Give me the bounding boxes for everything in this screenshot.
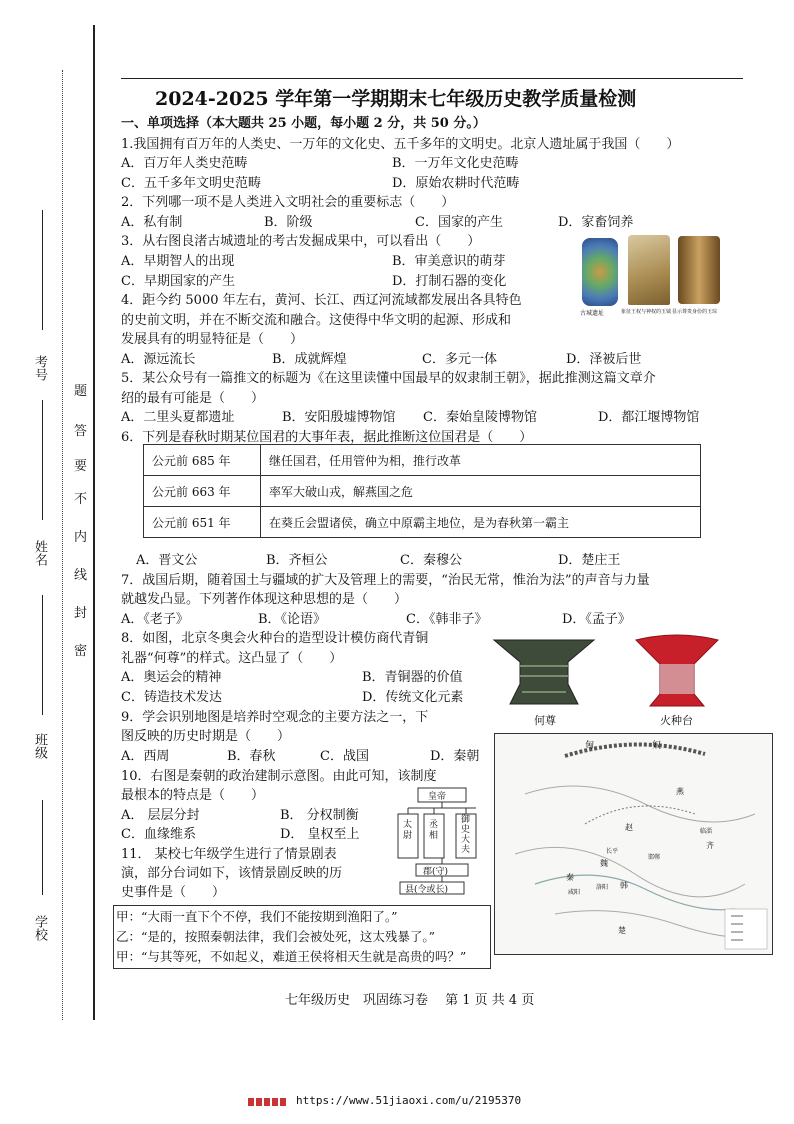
q7-line1: 7．战国后期，随着国土与疆域的扩大及管理上的需要，“治民无常，惟治为法”的声音与力量 [121,573,650,588]
q4-option-a: A．源远流长 [121,352,196,367]
q6-option-c: C．秦穆公 [400,553,462,568]
q1-option-c: C．五千多年文明史范畴 [121,176,261,191]
q4-option-b: B．成就辉煌 [272,352,347,367]
map-label: 韩 [620,881,628,890]
q9-line2: 图反映的历史时期是（ ） [121,729,291,744]
table-row [144,476,701,507]
q7-option-b: B．《论语》 [258,612,327,627]
q7-line2: 就越发凸显。下列著作体现这种思想的是（ ） [121,592,408,607]
map-label: 临淄 [700,828,713,835]
chart-taiwei: 太尉 [403,820,413,841]
q6-option-b: B．齐桓公 [266,553,328,568]
q11-line3: 史事件是（ ） [121,885,226,900]
dialog-line-3: 甲：“与其等死，不如起义，难道王侯将相天生就是高贵的吗？” [116,949,467,964]
seal-char: 答 [74,424,88,439]
q10-option-a: A． 层层分封 [121,808,200,823]
map-label: 燕 [676,787,684,796]
source-url[interactable]: https://www.51jiaoxi.com/u/2195370 [296,1094,522,1107]
q5-option-b: B．安阳殷墟博物馆 [282,410,396,425]
q5-option-a: A．二里头夏都遗址 [121,410,235,425]
chart-xian: 县(令或长) [405,885,449,895]
liangzhu-city-site-image [582,238,618,306]
chart-emperor: 皇帝 [428,792,447,802]
seal-char: 封 [74,606,88,621]
q5-line1: 5．某公众号有一篇推文的标题为《在这里读懂中国最早的奴隶制王朝》，据此推测这篇文章介 [121,371,656,386]
name-blank [42,400,43,520]
number-blank [42,210,43,330]
q8-line1: 8．如图，北京冬奥会火种台的造型设计模仿商代青铜 [121,631,429,646]
q11-line1: 11． 某校七年级学生进行了情景剧表 [121,847,337,862]
name-label: 姓名 [32,540,47,566]
q6-stem: 6．下列是春秋时期某位国君的大事年表，据此推断这位国君是（ ） [121,430,533,445]
q2-option-a: A．私有制 [121,215,183,230]
table-cell-year: 公元前 663 年 [144,476,261,507]
q7-option-d: D．《孟子》 [562,612,631,627]
map-label: 咸阳 [568,889,581,896]
q9-option-a: A．西周 [121,749,170,764]
class-label: 班级 [32,733,47,759]
q5-option-d: D．都江堰博物馆 [598,410,700,425]
seal-char: 内 [74,530,88,545]
table-cell-year: 公元前 685 年 [144,445,261,476]
q11-line2: 演，部分台词如下，该情景剧反映的历 [121,866,343,881]
map-label: 匈 [585,741,595,751]
warring-states-map [495,734,771,953]
q8-option-d: D．传统文化元素 [362,690,464,705]
page-title: 2024-2025 学年第一学期期末七年级历史教学质量检测 [155,88,637,110]
jade-cong-image [678,236,720,304]
q2-option-b: B．阶级 [264,215,313,230]
q5-option-c: C．秦始皇陵博物馆 [423,410,537,425]
q8-line2: 礼器“何尊”的样式。这凸显了（ ） [121,651,343,666]
q1-option-a: A．百万年人类史范畴 [121,156,248,171]
chart-yushidafu: 御史大夫 [461,815,471,855]
dotted-seal-line [62,70,63,1020]
section-heading: 一、单项选择（本大题共 25 小题，每小题 2 分，共 50 分。） [121,116,486,131]
seal-char: 不 [74,492,88,507]
q4-line3: 发展具有的明显特征是（ ） [121,332,304,347]
q3-caption-2: 象征王权与神权的玉钺 [621,309,672,315]
map-label: 邯郸 [648,854,661,861]
q3-option-a: A．早期智人的出现 [121,254,235,269]
q4-line1: 4．距今约 5000 年左右，黄河、长江、西辽河流域都发展出各具特色 [121,293,522,308]
q10-option-c: C．血缘维系 [121,827,196,842]
map-label: 楚 [618,926,626,935]
table-cell-event: 在葵丘会盟诸侯，确立中原霸主地位，是为春秋第一霸主 [261,507,701,538]
footer-logo-icon [248,1098,288,1106]
q1-option-b: B．一万年文化史范畴 [392,156,519,171]
map-label: 秦 [566,873,574,882]
q2-stem: 2．下列哪一项不是人类进入文明社会的重要标志（ ） [121,195,455,210]
table-row [144,507,701,538]
q4-option-c: C．多元一体 [422,352,497,367]
q3-option-b: B．审美意识的萌芽 [392,254,506,269]
seal-char: 要 [74,459,88,474]
q3-option-c: C．早期国家的产生 [121,274,235,289]
torch-stand-image [632,634,722,710]
he-zun-image [490,636,598,708]
table-cell-year: 公元前 651 年 [144,507,261,538]
jade-yue-image [628,235,670,305]
map-label: 洛阳 [596,884,609,891]
q6-option-a: A．晋文公 [136,553,198,568]
class-blank [42,595,43,715]
table-cell-event: 率军大破山戎，解燕国之危 [261,476,701,507]
school-label: 学校 [32,915,47,941]
q7-option-c: C．《韩非子》 [406,612,488,627]
chart-jun: 郡(守) [423,867,449,877]
q4-line2: 的史前文明，并在不断交流和融合。这使得中华文明的起源、形成和 [121,313,512,328]
q2-option-c: C．国家的产生 [415,215,503,230]
seal-char: 线 [74,568,88,583]
q10-line2: 最根本的特点是（ ） [121,788,265,803]
school-blank [42,800,43,895]
q9-option-d: D．秦朝 [430,749,480,764]
binding-line [93,25,95,1020]
map-label: 长平 [606,848,619,855]
page-footer: 七年级历史 巩固练习卷 第 1 页 共 4 页 [285,993,535,1008]
q8-option-a: A．奥运会的精神 [121,670,222,685]
table-row [144,445,701,476]
table-cell-event: 继任国君，任用管仲为相，推行改革 [261,445,701,476]
q1-stem: 1.我国拥有百万年的人类史、一万年的文化史、五千多年的文明史。北京人遗址属于我国（ ） [121,137,680,152]
q9-option-c: C．战国 [320,749,369,764]
seal-char: 密 [74,644,88,659]
torch-stand-caption: 火种台 [660,714,693,727]
q10-option-d: D． 皇权至上 [280,827,360,842]
number-label: 考号 [32,355,47,381]
q3-caption-1: 古城遗址 [580,310,605,317]
seal-char: 题 [74,384,88,399]
q10-option-b: B． 分权制衡 [280,808,359,823]
q9-line1: 9．学会识别地图是培养时空观念的主要方法之一，下 [121,710,429,725]
q10-line1: 10．右图是秦朝的政治建制示意图。由此可知，该制度 [121,769,437,784]
dialog-line-2: 乙：“是的，按照秦朝法律，我们会被处死，这太残暴了。” [116,929,436,944]
he-zun-caption: 何尊 [534,714,556,727]
q3-caption-3: 显示尊贵身份的玉琮 [672,309,718,315]
dialog-line-1: 甲：“大雨一直下个不停，我们不能按期到渔阳了。” [116,909,398,924]
q3-stem: 3．从右图良渚古城遗址的考古发掘成果中，可以看出（ ） [121,234,481,249]
map-label: 奴 [652,741,662,751]
q9-option-b: B．春秋 [227,749,276,764]
q2-option-d: D．家畜饲养 [558,215,634,230]
q4-option-d: D．泽被后世 [566,352,642,367]
q5-line2: 绍的最有可能是（ ） [121,391,265,406]
top-rule [121,78,743,79]
map-label: 赵 [625,823,633,832]
q8-option-b: B．青铜器的价值 [362,670,463,685]
q8-option-c: C．铸造技术发达 [121,690,222,705]
q1-option-d: D．原始农耕时代范畴 [392,176,520,191]
q3-option-d: D．打制石器的变化 [392,274,507,289]
chart-chengxiang: 丞相 [429,820,439,841]
map-label: 齐 [706,841,714,850]
events-table [143,444,701,538]
q6-option-d: D．楚庄王 [558,553,621,568]
q7-option-a: A．《老子》 [121,612,189,627]
map-label: 魏 [600,859,608,868]
